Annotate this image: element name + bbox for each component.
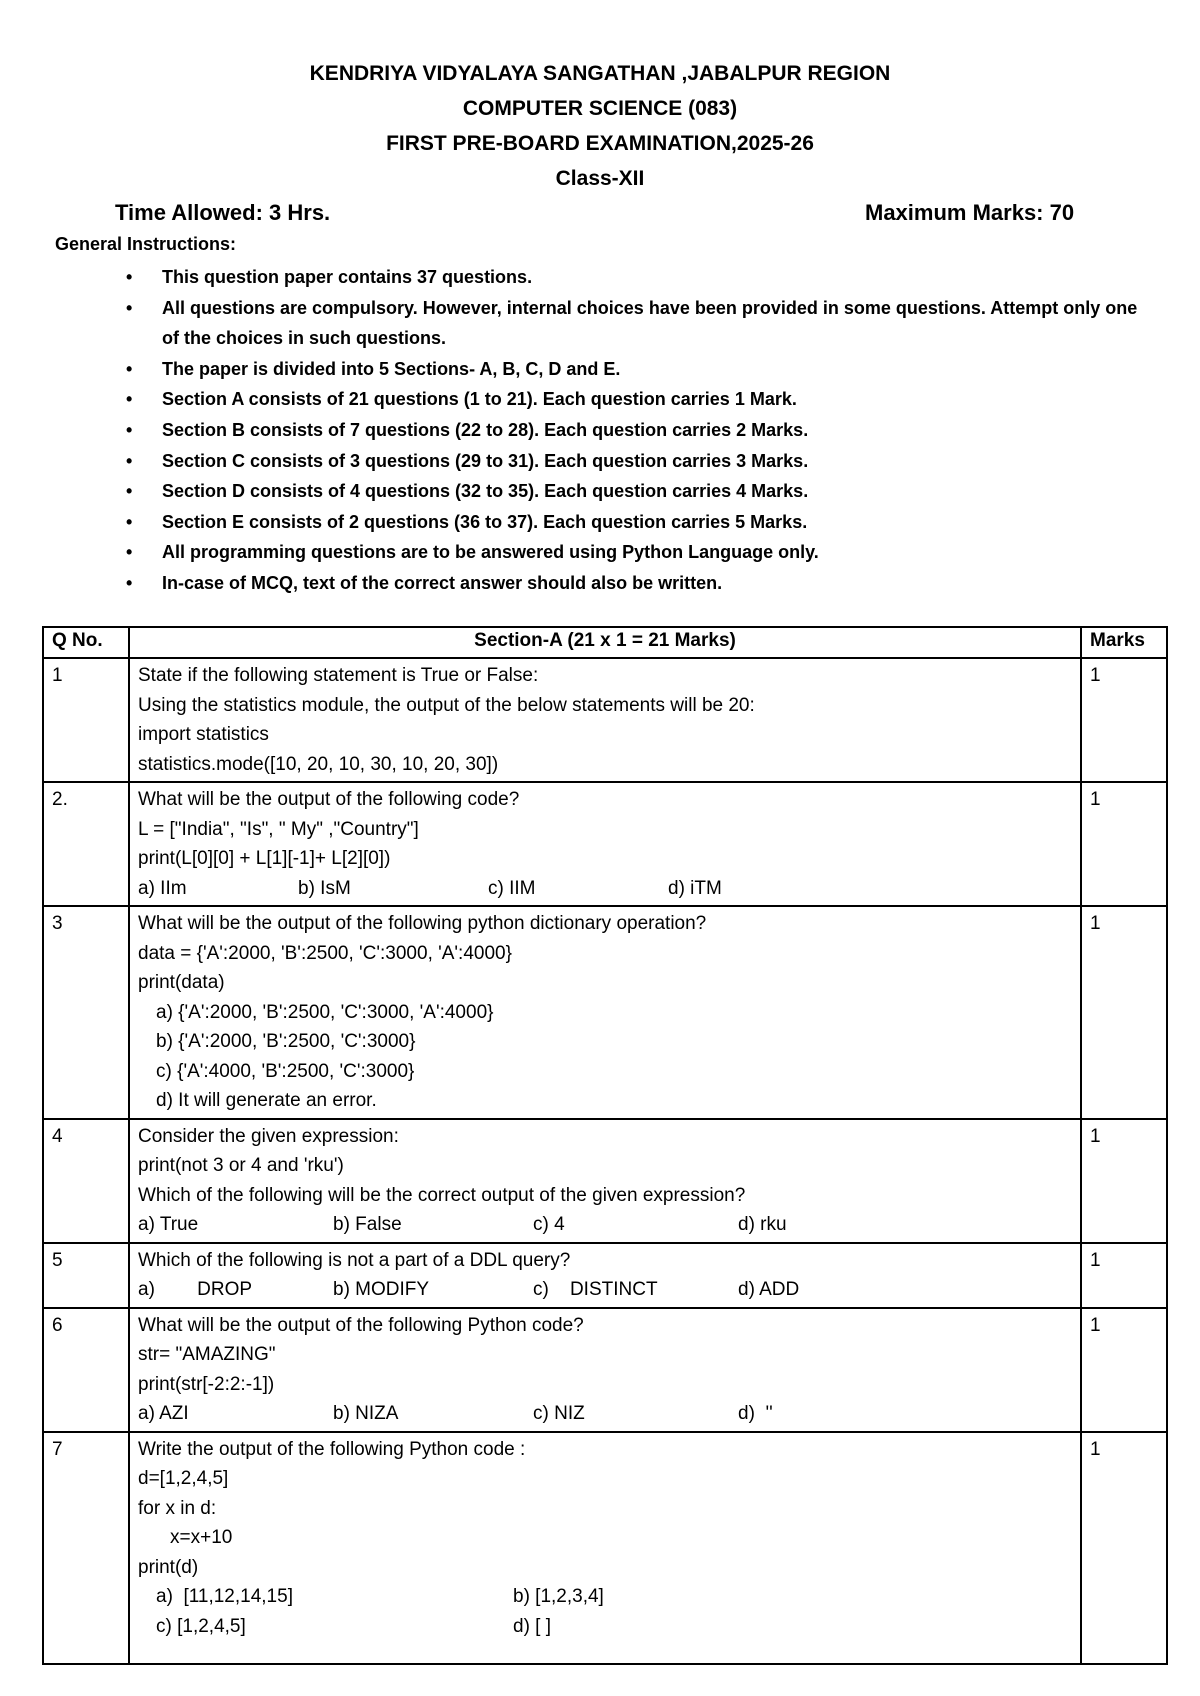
- option: b) False: [333, 1214, 402, 1235]
- question-number: 7: [43, 1432, 129, 1664]
- table-row: [43, 1432, 1167, 1664]
- table-row: [43, 906, 1167, 1119]
- school-title: KENDRIYA VIDYALAYA SANGATHAN ,JABALPUR REGION: [309, 62, 891, 85]
- option: b) [1,2,3,4]: [513, 1586, 604, 1607]
- question-text: State if the following statement is True or False: Using the statistics module, the output of the below statements will be 20: import statistics statistics.mode([10, 20, 10, 30, 10, 20, 30]): [129, 658, 1081, 782]
- question-number: 2.: [43, 782, 129, 906]
- exam-title: FIRST PRE-BOARD EXAMINATION,2025-26: [386, 132, 814, 155]
- instructions-title: General Instructions:: [55, 234, 237, 254]
- subject-title: COMPUTER SCIENCE (083): [462, 97, 738, 120]
- option: c) DISTINCT: [533, 1279, 658, 1300]
- option: d) iTM: [668, 877, 722, 899]
- instruction-item: • Section D consists of 4 questions (32 to 35). Each question carries 4 Marks.: [120, 476, 1140, 507]
- section-header: Section-A (21 x 1 = 21 Marks): [129, 627, 1081, 658]
- table-row: [43, 1308, 1167, 1432]
- option: b) IsM: [298, 877, 351, 899]
- table-row: [43, 1243, 1167, 1308]
- option: a) True: [138, 1214, 199, 1235]
- option: d) It will generate an error.: [156, 1090, 377, 1111]
- bullet-icon: •: [126, 481, 133, 502]
- question-marks: 1: [1081, 658, 1167, 782]
- option: c) [1,2,4,5]: [156, 1615, 246, 1637]
- question-table: [42, 626, 1168, 1665]
- table-row: [43, 782, 1167, 906]
- question-number: 4: [43, 1119, 129, 1243]
- question-number: 3: [43, 906, 129, 1119]
- question-number: 6: [43, 1308, 129, 1432]
- question-text: Which of the following is not a part of a DDL query? a) DROP b) MODIFY c) DISTINCT d) ADD: [129, 1243, 1081, 1308]
- question-text: What will be the output of the following Python code? str= "AMAZING" print(str[-2:2:-1]) a) AZI b) NIZA c) NIZ d) '': [129, 1308, 1081, 1432]
- question-marks: 1: [1081, 1119, 1167, 1243]
- instruction-item: • Section A consists of 21 questions (1 to 21). Each question carries 1 Mark.: [120, 384, 1140, 415]
- bullet-icon: •: [126, 297, 133, 318]
- option: c) {'A':4000, 'B':2500, 'C':3000}: [156, 1060, 415, 1082]
- option: c) IIM: [488, 877, 536, 899]
- question-number: 5: [43, 1243, 129, 1308]
- bullet-icon: •: [126, 267, 133, 287]
- option: c) NIZ: [533, 1403, 585, 1424]
- instruction-item: • Section C consists of 3 questions (29 to 31). Each question carries 3 Marks.: [120, 446, 1140, 477]
- bullet-icon: •: [126, 542, 133, 563]
- bullet-icon: •: [126, 572, 133, 593]
- question-number: 1: [43, 658, 129, 782]
- option: a) [11,12,14,15]: [156, 1586, 293, 1607]
- instruction-item: • Section E consists of 2 questions (36 to 37). Each question carries 5 Marks.: [120, 507, 1140, 538]
- marks-header: Marks: [1081, 627, 1167, 658]
- bullet-icon: •: [126, 358, 133, 379]
- option: b) NIZA: [333, 1403, 399, 1424]
- option: d) rku: [738, 1214, 787, 1235]
- instruction-item: • This question paper contains 37 questions.: [120, 262, 1140, 293]
- option: a) DROP: [138, 1279, 253, 1300]
- bullet-icon: •: [126, 419, 133, 440]
- bullet-icon: •: [126, 450, 133, 471]
- answer-options: [138, 1275, 1072, 1305]
- question-text: Consider the given expression: print(not 3 or 4 and 'rku') Which of the following will be the correct output of the given expression? a) True b) False c) 4 d) rku: [129, 1119, 1081, 1243]
- question-text: Write the output of the following Python code : d=[1,2,4,5] for x in d: x=x+10 print(d) a) [11,12,14,15] b) [1,2,3,4] c) [1,2,4,5] d) [ ]: [129, 1432, 1081, 1664]
- answer-options: [138, 1582, 1072, 1612]
- table-row: [43, 1119, 1167, 1243]
- bullet-icon: •: [126, 511, 133, 532]
- question-marks: 1: [1081, 906, 1167, 1119]
- question-marks: 1: [1081, 1243, 1167, 1308]
- option: c) 4: [533, 1214, 565, 1235]
- answer-options: [138, 1399, 1072, 1429]
- instruction-item: • Section B consists of 7 questions (22 to 28). Each question carries 2 Marks.: [120, 415, 1140, 446]
- option: d) ADD: [738, 1279, 800, 1300]
- instruction-item: • In-case of MCQ, text of the correct answer should also be written.: [120, 568, 1140, 599]
- question-text: What will be the output of the following code? L = ["India", "Is", " My" ,"Country"] print(L[0][0] + L[1][-1]+ L[2][0]) a) IIm b) IsM c) IIM d) iTM: [129, 782, 1081, 906]
- maximum-marks: Maximum Marks: 70: [865, 200, 1075, 225]
- option: b) {'A':2000, 'B':2500, 'C':3000}: [156, 1031, 416, 1052]
- instruction-item: • All questions are compulsory. However, internal choices have been provided in some questions. Attempt only one of the choices in such questions.: [120, 293, 1140, 354]
- question-marks: 1: [1081, 1308, 1167, 1432]
- table-header-row: [43, 627, 1167, 658]
- instruction-item: • The paper is divided into 5 Sections- A, B, C, D and E.: [120, 354, 1140, 385]
- class-title: Class-XII: [555, 167, 645, 190]
- time-allowed: Time Allowed: 3 Hrs.: [115, 200, 331, 225]
- instruction-item: • All programming questions are to be answered using Python Language only.: [120, 537, 1140, 568]
- question-marks: 1: [1081, 1432, 1167, 1664]
- table-row: [43, 658, 1167, 782]
- option: b) MODIFY: [333, 1279, 430, 1300]
- instructions-list: [120, 262, 1140, 599]
- qno-header: Q No.: [43, 627, 129, 658]
- option: d) '': [738, 1403, 773, 1424]
- answer-options: [138, 1210, 1072, 1240]
- option: d) [ ]: [513, 1615, 552, 1637]
- answer-options: [138, 1612, 1072, 1642]
- option: a) AZI: [138, 1403, 189, 1424]
- option: a) IIm: [138, 877, 187, 899]
- question-marks: 1: [1081, 782, 1167, 906]
- option: a) {'A':2000, 'B':2500, 'C':3000, 'A':4000}: [156, 1001, 494, 1023]
- answer-options: [138, 874, 1072, 904]
- bullet-icon: •: [126, 389, 133, 410]
- question-text: What will be the output of the following python dictionary operation? data = {'A':2000, 'B':2500, 'C':3000, 'A':4000} print(data) a) {'A':2000, 'B':2500, 'C':3000, 'A':4000} b) {'A':2000, 'B':2500, 'C':3000} c) {'A':4000, 'B':2500, 'C':3000} d) It will generate an error.: [129, 906, 1081, 1119]
